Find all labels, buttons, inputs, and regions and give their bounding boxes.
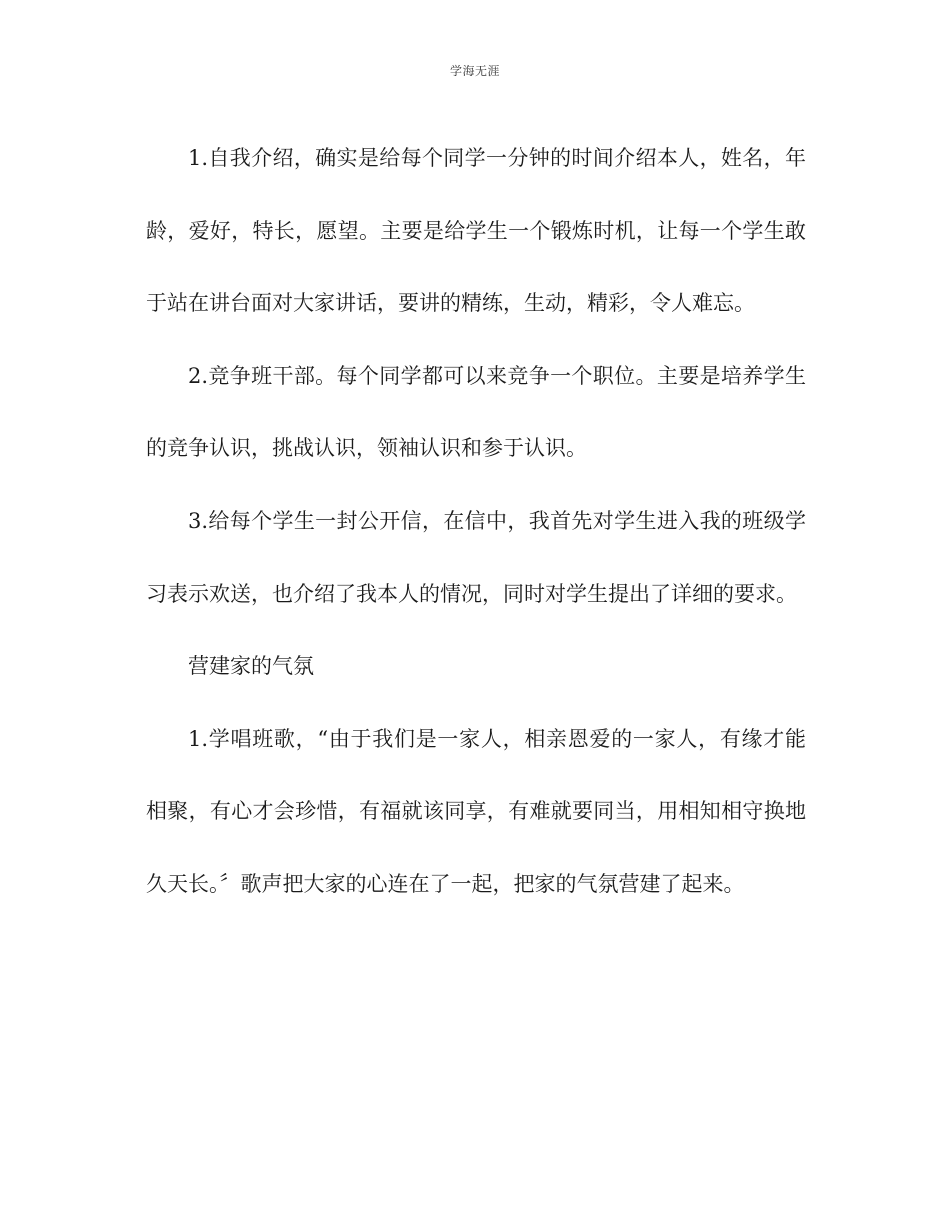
document-body [146, 122, 806, 921]
paragraph-class-cadre-competition: 2.竞争班干部。每个同学都可以来竞争一个职位。主要是培养学生的竞争认识，挑战认识，领袖认识和参于认识。 [146, 363, 806, 461]
paragraph-class-song: 1.学唱班歌，“由于我们是一家人，相亲恩爱的一家人，有缘才能相聚，有心才会珍惜，有福就该同享，有难就要同当，用相知相守换地久天长。〞歌声把大家的心连在了一起，把家的气氛营建了起来。 [146, 726, 806, 896]
section-heading-family-atmosphere: 营建家的气氛 [188, 654, 314, 679]
paragraph-open-letter: 3.给每个学生一封公开信，在信中，我首先对学生进入我的班级学习表示欢送，也介绍了我本人的情况，同时对学生提出了详细的要求。 [146, 508, 806, 606]
page-header: 学海无涯 [449, 64, 500, 78]
paragraph-self-introduction: 1.自我介绍，确实是给每个同学一分钟的时间介绍本人，姓名，年龄，爱好，特长，愿望。主要是给学生一个锻炼时机，让每一个学生敢于站在讲台面对大家讲话，要讲的精练，生动，精彩，令人难忘。 [146, 146, 806, 316]
